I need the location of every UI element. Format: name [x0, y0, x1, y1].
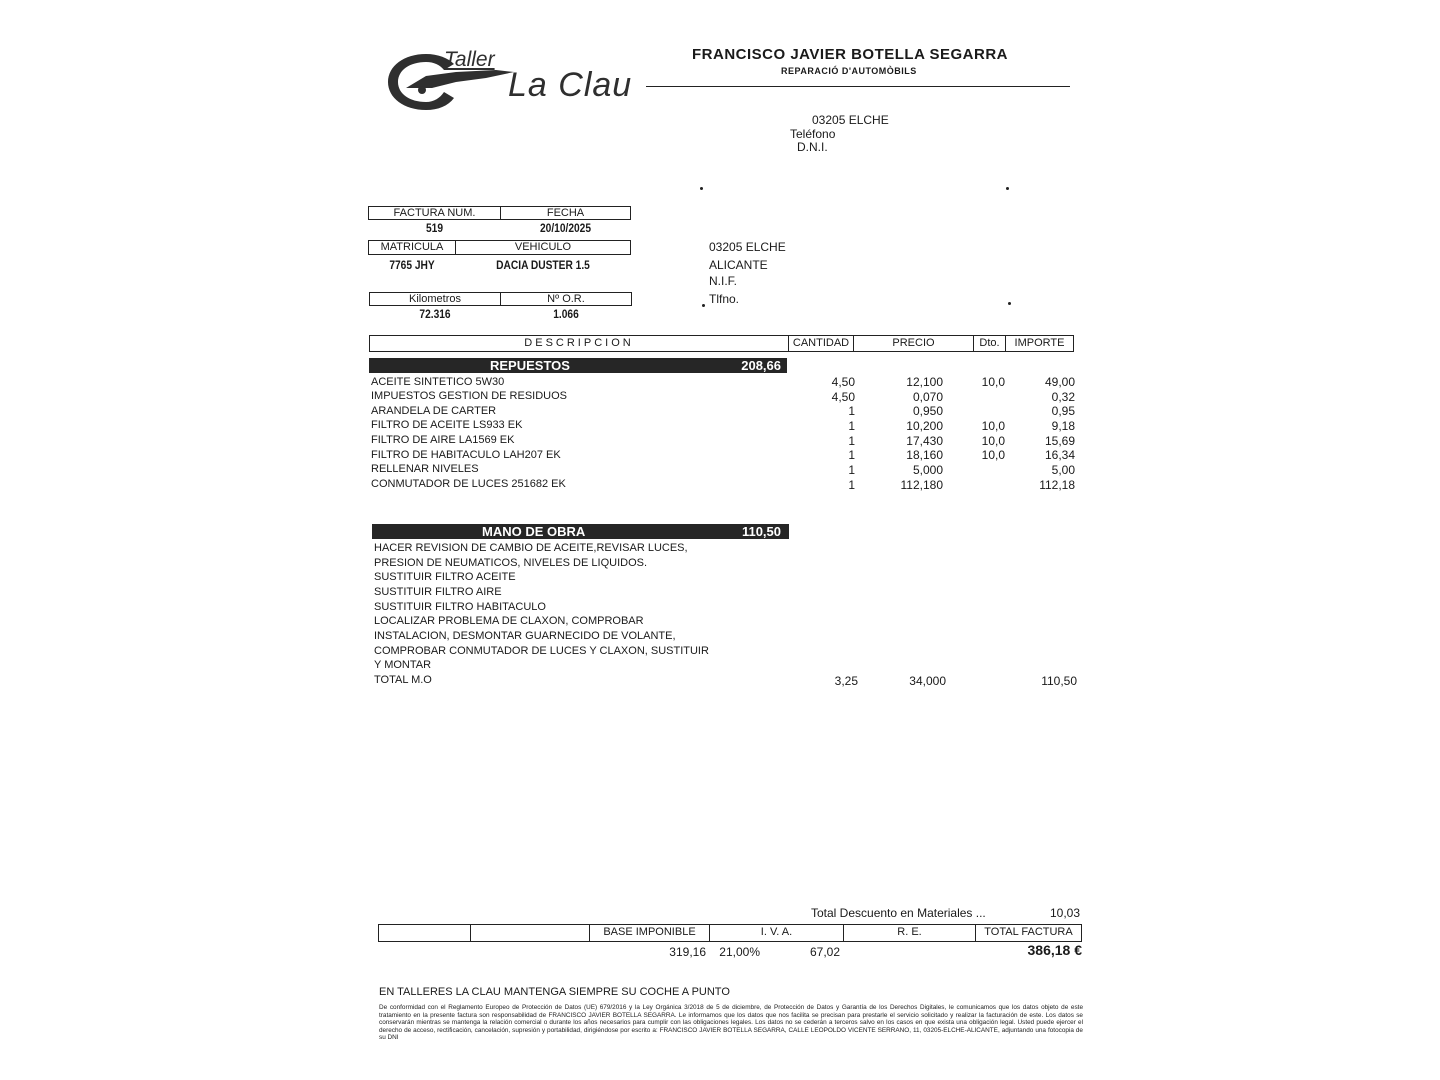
repuestos-item-price: 18,160: [906, 448, 943, 462]
repuestos-item-amount: 16,34: [1044, 448, 1075, 462]
totals-cell-empty-2: [470, 924, 590, 942]
client-city: 03205 ELCHE: [709, 240, 786, 254]
repuestos-item-price: 0,950: [912, 404, 943, 418]
company-name: FRANCISCO JAVIER BOTELLA SEGARRA: [692, 46, 1009, 63]
client-dot-tl: [700, 187, 703, 190]
company-dni-label: D.N.I.: [797, 140, 828, 154]
logo-text-taller: Taller: [444, 48, 495, 71]
matricula-value: 7765 JHY: [389, 258, 435, 272]
factura-label: FACTURA NUM.: [393, 207, 476, 219]
repuestos-item-qty: 4,50: [831, 375, 855, 389]
header-dto: Dto.: [973, 335, 1006, 352]
company-city: 03205 ELCHE: [812, 113, 889, 127]
totals-re-header: R. E.: [843, 924, 976, 942]
company-logo: [386, 48, 636, 114]
client-dot-br: [1008, 302, 1011, 305]
client-dot-tr: [1006, 187, 1009, 190]
logo-text-laclau: La Clau: [508, 66, 633, 104]
mano-obra-line: LOCALIZAR PROBLEMA DE CLAXON, COMPROBAR: [374, 615, 644, 627]
repuestos-item-qty: 4,50: [831, 390, 855, 404]
vehiculo-label: VEHICULO: [514, 241, 572, 253]
mano-obra-total-qty: 3,25: [834, 674, 858, 688]
factura-number: 519: [425, 221, 444, 235]
repuestos-item-amount: 9,18: [1051, 419, 1075, 433]
repuestos-label: REPUESTOS: [490, 358, 570, 373]
repuestos-item-qty: 1: [848, 478, 855, 492]
mano-obra-line: HACER REVISION DE CAMBIO DE ACEITE,REVISAR LUCES,: [374, 542, 688, 554]
iva-value: 67,02: [809, 945, 840, 959]
repuestos-item-price: 17,430: [906, 434, 943, 448]
repuestos-item-desc: ARANDELA DE CARTER: [371, 405, 497, 417]
repuestos-item-price: 12,100: [906, 375, 943, 389]
fecha-value: 20/10/2025: [539, 221, 592, 235]
repuestos-item-dto: 10,0: [981, 419, 1005, 433]
mano-obra-total: 110,50: [741, 524, 781, 539]
repuestos-item-qty: 1: [848, 404, 855, 418]
repuestos-total: 208,66: [741, 358, 781, 373]
descuento-label: Total Descuento en Materiales ...: [811, 906, 986, 920]
client-dot-bl: [702, 304, 705, 307]
header-precio: PRECIO: [853, 335, 974, 352]
mano-obra-label: MANO DE OBRA: [482, 524, 586, 539]
mano-obra-line: SUSTITUIR FILTRO HABITACULO: [374, 601, 546, 613]
totals-cell-empty-1: [378, 924, 471, 942]
repuestos-bar: [369, 358, 787, 373]
repuestos-item-dto: 10,0: [981, 375, 1005, 389]
repuestos-item-desc: ACEITE SINTETICO 5W30: [371, 376, 505, 388]
repuestos-item-qty: 1: [848, 419, 855, 433]
repuestos-item-amount: 5,00: [1051, 463, 1075, 477]
repuestos-item-price: 10,200: [906, 419, 943, 433]
company-phone-label: Teléfono: [790, 127, 836, 141]
mano-obra-total-price: 34,000: [909, 674, 946, 688]
total-factura-value: 386,18 €: [1027, 942, 1082, 958]
matricula-label: MATRICULA: [380, 241, 444, 253]
header-descripcion: DESCRIPCION: [369, 335, 789, 352]
header-cantidad: CANTIDAD: [788, 335, 854, 352]
km-value: 72.316: [419, 307, 451, 321]
mano-obra-total-amount: 110,50: [1041, 674, 1077, 688]
vehiculo-value: DACIA DUSTER 1.5: [496, 258, 590, 272]
repuestos-item-amount: 0,95: [1051, 404, 1075, 418]
mano-obra-line: SUSTITUIR FILTRO ACEITE: [374, 571, 516, 583]
company-tagline: REPARACIÓ D'AUTOMÒBILS: [781, 66, 917, 76]
repuestos-item-desc: FILTRO DE AIRE LA1569 EK: [371, 434, 515, 446]
repuestos-item-amount: 49,00: [1044, 375, 1075, 389]
or-value: 1.066: [553, 307, 579, 321]
header-importe: IMPORTE: [1005, 335, 1074, 352]
client-phone-label: Tlfno.: [709, 292, 740, 306]
mano-obra-line: PRESION DE NEUMATICOS, NIVELES DE LIQUIDOS.: [374, 557, 648, 569]
repuestos-item-qty: 1: [848, 434, 855, 448]
mano-obra-line: INSTALACION, DESMONTAR GUARNECIDO DE VOLANTE,: [374, 630, 676, 642]
mano-obra-total-label: TOTAL M.O: [374, 674, 432, 686]
totals-iva-header: I. V. A.: [709, 924, 844, 942]
footer-legal: De conformidad con el Reglamento Europeo de Protección de Datos (UE) 679/2016 y la Ley Orgánica 3/2018 de 5 de diciembre, de Protección de Datos y Garantía de los Derechos Digitales, le comunicamos que los datos objeto de este tratamiento en la presente factura son responsabilidad de FRANCISCO JAVIER BOTELLA SEGARRA. Le informamos que los datos que nos facilita se precisan para prestarle el servicio solicitado y realizar la facturación de este. Los datos se conservarán mientras se mantenga la relación comercial o durante los años necesarios para cumplir con las obligaciones legales. Los datos no se cederán a terceros salvo en los casos en que exista una obligación legal. Usted puede ejercer el derecho de acceso, rectificación, cancelación, supresión y portabilidad, dirigiéndose por escrito a: FRANCISCO JAVIER BOTELLA SEGARRA, CALLE LEOPOLDO VICENTE SERRANO, 11, 03205-ELCHE-ALICANTE, adjuntando una fotocopia de su DNI: [379, 1004, 1083, 1042]
repuestos-item-desc: CONMUTADOR DE LUCES 251682 EK: [371, 478, 566, 490]
mano-obra-line: Y MONTAR: [374, 659, 432, 671]
or-label: Nº O.R.: [547, 293, 585, 305]
repuestos-item-desc: RELLENAR NIVELES: [371, 463, 479, 475]
client-province: ALICANTE: [709, 258, 768, 272]
repuestos-item-price: 0,070: [912, 390, 943, 404]
repuestos-item-dto: 10,0: [981, 448, 1005, 462]
repuestos-item-price: 5,000: [912, 463, 943, 477]
base-imponible-value: 319,16: [669, 945, 706, 959]
descuento-value: 10,03: [1049, 906, 1080, 920]
repuestos-item-amount: 112,18: [1039, 478, 1075, 492]
footer-slogan: EN TALLERES LA CLAU MANTENGA SIEMPRE SU COCHE A PUNTO: [379, 986, 730, 998]
repuestos-item-qty: 1: [848, 448, 855, 462]
repuestos-item-desc: IMPUESTOS GESTION DE RESIDUOS: [371, 390, 567, 402]
mano-obra-line: COMPROBAR CONMUTADOR DE LUCES Y CLAXON, SUSTITUIR: [374, 645, 709, 657]
totals-base-header: BASE IMPONIBLE: [589, 924, 710, 942]
repuestos-item-desc: FILTRO DE ACEITE LS933 EK: [371, 419, 523, 431]
totals-total-header: TOTAL FACTURA: [975, 924, 1082, 942]
header-divider: [646, 86, 1070, 87]
client-nif-label: N.I.F.: [709, 274, 738, 288]
mano-obra-bar: [372, 524, 789, 539]
repuestos-item-price: 112,180: [900, 478, 943, 492]
repuestos-item-dto: 10,0: [981, 434, 1005, 448]
iva-rate: 21,00%: [719, 945, 760, 959]
km-label: Kilometros: [409, 293, 461, 305]
repuestos-item-qty: 1: [848, 463, 855, 477]
repuestos-item-desc: FILTRO DE HABITACULO LAH207 EK: [371, 449, 561, 461]
repuestos-item-amount: 0,32: [1051, 390, 1075, 404]
mano-obra-line: SUSTITUIR FILTRO AIRE: [374, 586, 502, 598]
repuestos-item-amount: 15,69: [1044, 434, 1075, 448]
fecha-label: FECHA: [546, 207, 585, 219]
